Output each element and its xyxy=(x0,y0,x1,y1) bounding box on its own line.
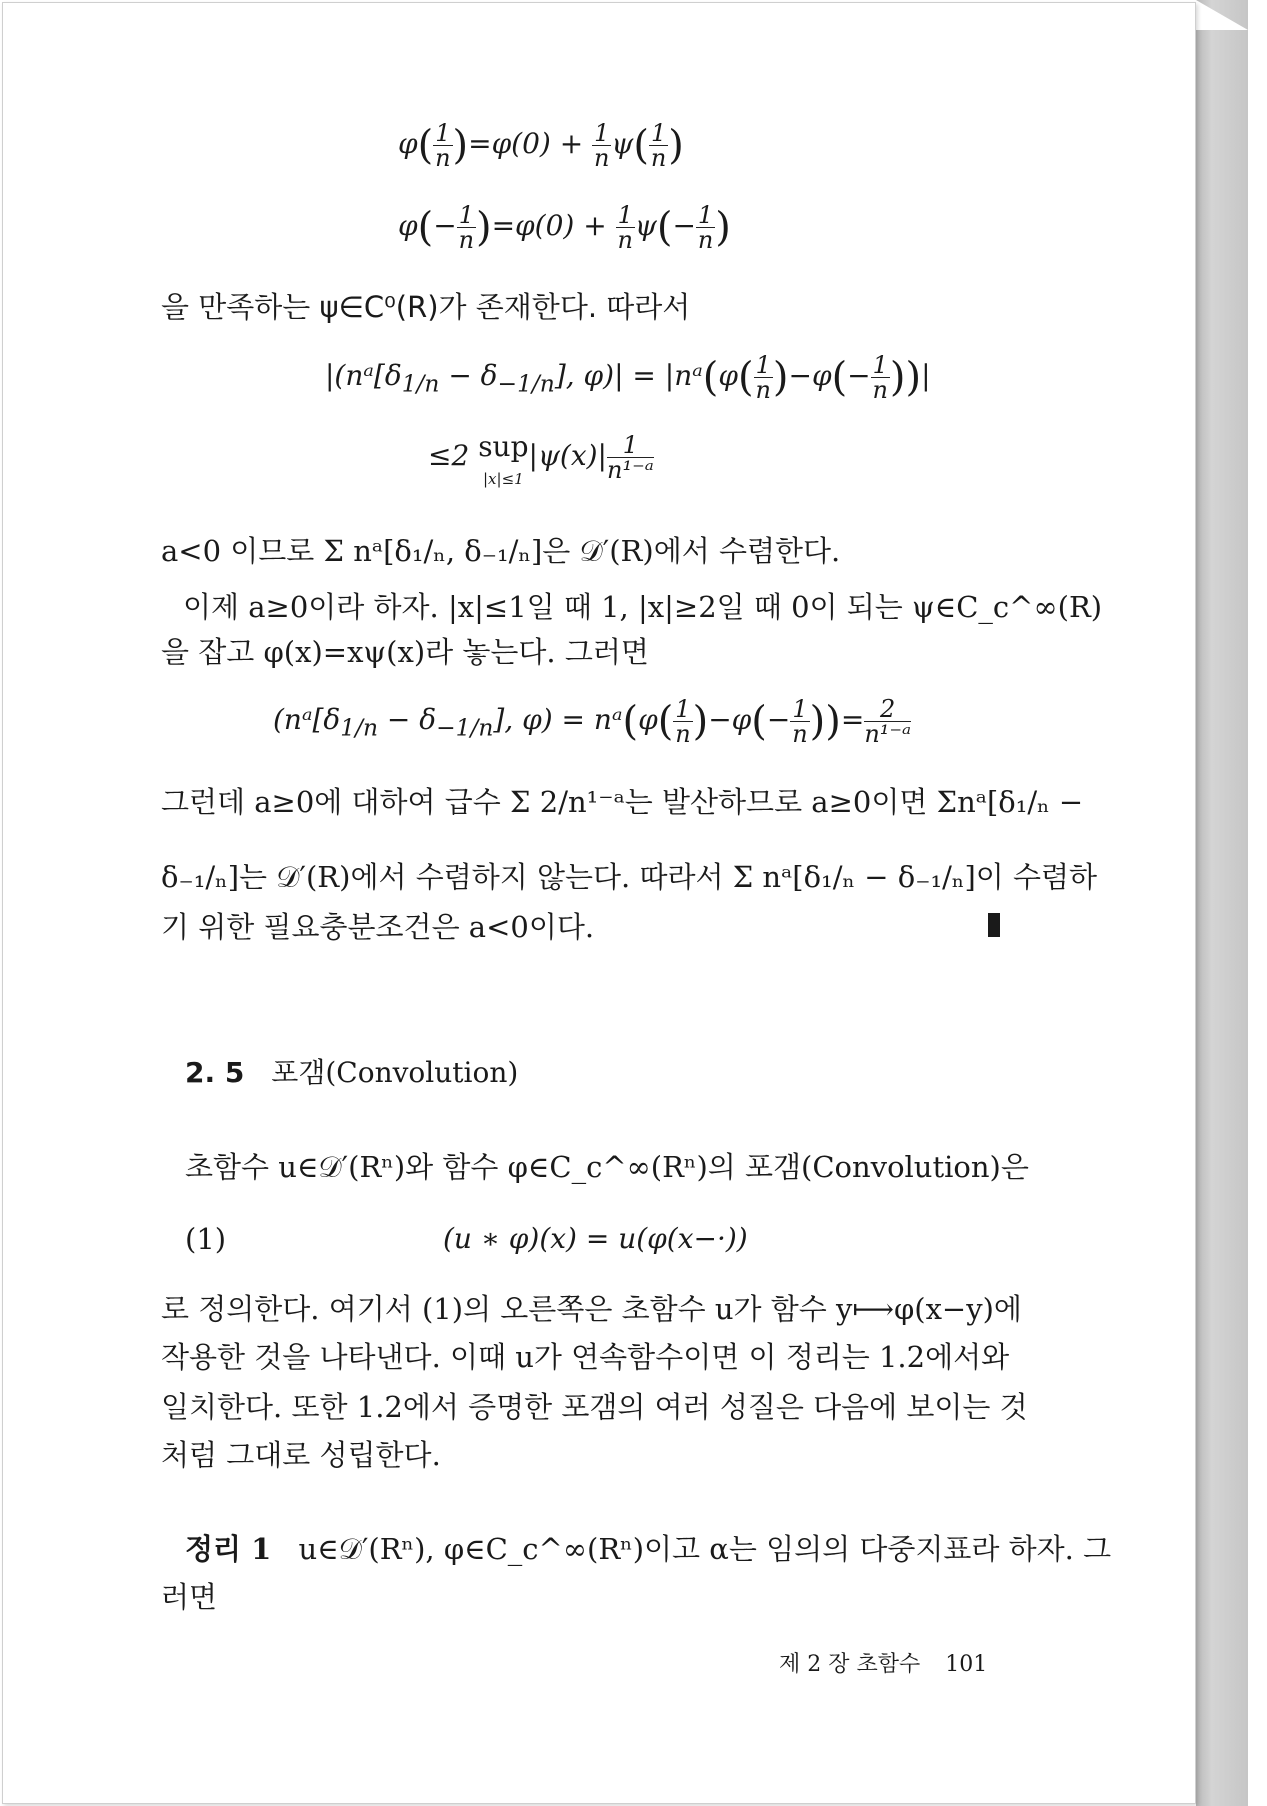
frac-den: n¹⁻ᵃ xyxy=(864,720,912,748)
equation-top-1: φ( $\frac{1}{n}$ )=φ(0) + $\frac{1}{n}$ ψ( $\frac{1}{n}$ ) xyxy=(398,119,684,172)
frac-den: n xyxy=(697,226,714,254)
section-heading xyxy=(185,1051,518,1091)
frac-num: 1 xyxy=(755,351,771,379)
text-line-exists: 을 만족하는 ψ∈C⁰(R)가 존재한다. 따라서 xyxy=(161,290,691,324)
theorem-statement-2: 러면 xyxy=(161,1580,218,1614)
end-of-proof-mark xyxy=(988,913,1000,937)
book-page xyxy=(2,2,1196,1804)
text-line-diverge-3: 기 위한 필요충분조건은 a<0이다. xyxy=(161,910,595,944)
frac-num: 1 xyxy=(594,119,610,147)
frac-num: 1 xyxy=(607,433,654,458)
frac-den: n¹⁻ᵃ xyxy=(606,456,654,484)
footer-page-number: 101 xyxy=(945,1652,988,1677)
text-para-1: 로 정의한다. 여기서 (1)의 오른쪽은 초함수 u가 함수 y⟼φ(x−y)에 xyxy=(161,1292,1022,1326)
equation-abs-1: $|(nᵃ[\delta_{1/n} - \delta_{-1/n}]$, φ)| = |nᵃ(φ( $\frac{1}{n}$ )−φ(− $\frac{1}{n}$ ))| xyxy=(325,351,931,404)
equation-abs-2: ≤2 sup |x|≤1|ψ(x)| $\frac{1}{\text{n¹⁻ᵃ}}$ xyxy=(428,430,654,488)
text-para-2: 작용한 것을 나타낸다. 이때 u가 연속함수이면 이 정리는 1.2에서와 xyxy=(161,1340,1010,1374)
frac-den: n xyxy=(650,144,667,172)
text-line-now-1: 이제 a≥0이라 하자. |x|≤1일 때 1, |x|≥2일 때 0이 되는 ψ∈C_c^∞(R) xyxy=(183,590,1103,624)
frac-num: 1 xyxy=(792,695,808,723)
sup-subscript: |x|≤1 xyxy=(483,470,524,488)
footer-chapter: 제 2 장 초함수 xyxy=(779,1652,921,1677)
frac-num: 2 xyxy=(864,697,911,722)
equation-top-2: φ(− $\frac{1}{n}$ )=φ(0) + $\frac{1}{n}$ ψ(− $\frac{1}{n}$ ) xyxy=(398,201,731,254)
text-line-converge: a<0 이므로 Σ nᵃ[δ₁/ₙ, δ₋₁/ₙ]은 𝒟′(R)에서 수렴한다. xyxy=(161,534,841,568)
page-footer xyxy=(779,1647,987,1678)
equation-label: (1) xyxy=(185,1222,227,1256)
book-spine-shadow xyxy=(1196,0,1248,1806)
frac-den: n xyxy=(458,226,475,254)
section-number: 2. 5 xyxy=(185,1056,245,1089)
section-title: 포갬(Convolution) xyxy=(271,1056,519,1089)
frac-num: 1 xyxy=(872,351,888,379)
text-line-now-2: 을 잡고 φ(x)=xψ(x)라 놓는다. 그러면 xyxy=(161,635,649,669)
frac-num: 1 xyxy=(458,201,474,229)
frac-num: 1 xyxy=(675,695,691,723)
text-para-3: 일치한다. 또한 1.2에서 증명한 포갬의 여러 성질은 다음에 보이는 것 xyxy=(161,1390,1028,1424)
text-para-4: 처럼 그대로 성립한다. xyxy=(161,1438,441,1472)
text-line-diverge-2: δ₋₁/ₙ]는 𝒟′(R)에서 수렴하지 않는다. 따라서 Σ nᵃ[δ₁/ₙ − δ₋₁/ₙ]이 수렴하 xyxy=(161,860,1098,894)
frac-den: n xyxy=(617,226,633,254)
frac-den: n xyxy=(675,720,691,748)
frac-den: n xyxy=(435,144,451,172)
frac-num: 1 xyxy=(697,201,714,229)
frac-den: n xyxy=(594,144,610,172)
frac-den: n xyxy=(792,720,808,748)
theorem-text: u∈𝒟′(Rⁿ), φ∈C_c^∞(Rⁿ)이고 α는 임의의 다중지표라 하자. 그 xyxy=(298,1532,1112,1566)
text-line-diverge-1: 그런데 a≥0에 대하여 급수 Σ 2/n¹⁻ᵃ는 발산하므로 a≥0이면 Σnᵃ[δ₁/ₙ − xyxy=(161,785,1084,819)
equation-convolution: (u ∗ φ)(x) = u(φ(x−·)) xyxy=(443,1222,748,1255)
theorem-label: 정리 1 xyxy=(185,1532,272,1566)
frac-num: 1 xyxy=(650,119,667,147)
frac-den: n xyxy=(872,376,889,404)
frac-num: 1 xyxy=(435,119,451,147)
equation-diverge: ($nᵃ[\delta_{1/n} - \delta_{-1/n}]$, φ) = nᵃ(φ( $\frac{1}{n}$ )−φ(− $\frac{1}{n}$ ))= $\frac{2}{\text{n¹⁻ᵃ}}$ xyxy=(273,695,912,748)
theorem-statement-1 xyxy=(185,1532,1112,1566)
text-line-definition: 초함수 u∈𝒟′(Rⁿ)와 함수 φ∈C_c^∞(Rⁿ)의 포갬(Convolution)은 xyxy=(185,1150,1029,1184)
frac-den: n xyxy=(755,376,771,404)
frac-num: 1 xyxy=(617,201,633,229)
